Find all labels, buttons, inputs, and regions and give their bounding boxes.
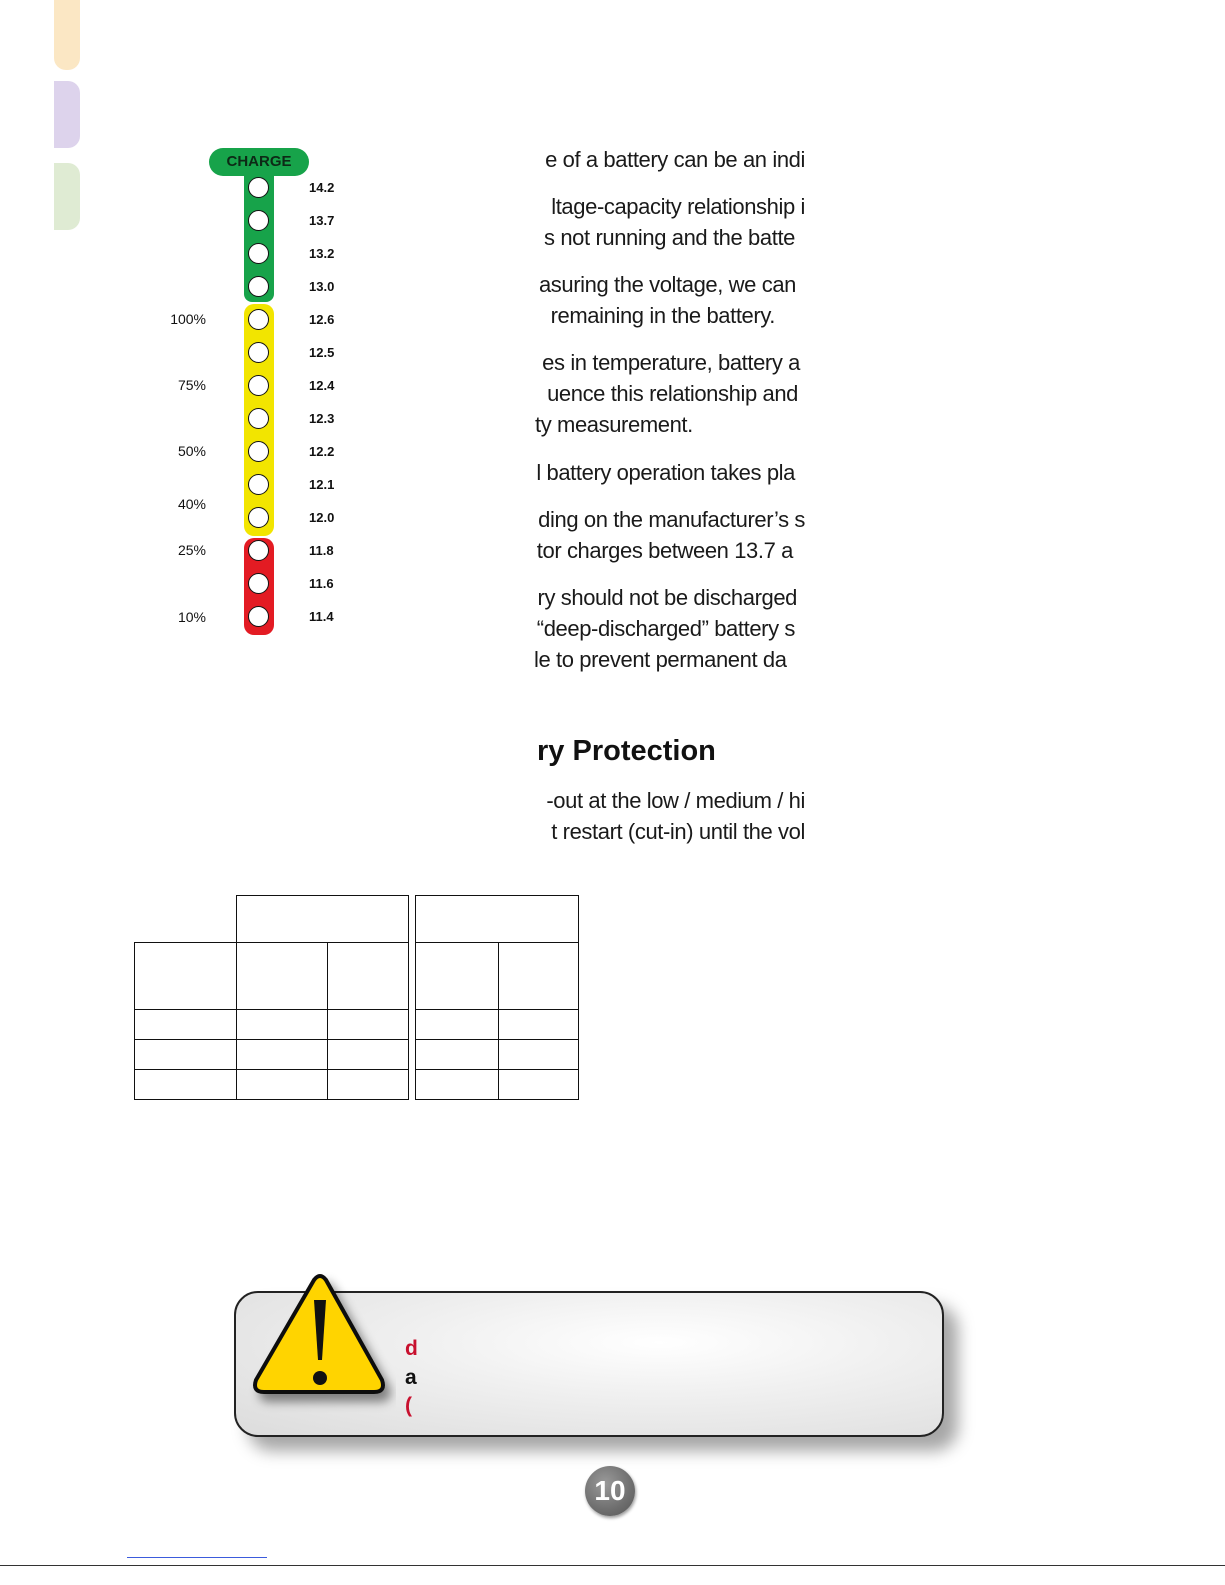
gauge-dot xyxy=(248,243,269,264)
footer-link-underline xyxy=(127,1557,267,1558)
text-line: asuring the voltage, we can xyxy=(538,272,796,297)
paragraph xyxy=(470,582,805,675)
gauge-dot xyxy=(248,507,269,528)
warning-text-line: ( xyxy=(405,1394,412,1417)
text-line: tor charges between 13.7 a xyxy=(536,538,793,563)
charge-label: CHARGE xyxy=(209,148,309,176)
voltage-label: 12.2 xyxy=(309,444,335,459)
table-cell xyxy=(499,1040,579,1070)
section-paragraph xyxy=(470,785,805,847)
table-cell xyxy=(499,1070,579,1100)
voltage-label: 12.0 xyxy=(309,510,335,525)
voltage-label: 12.1 xyxy=(309,477,335,492)
text-line: s not running and the batte xyxy=(544,225,795,250)
text-line: e of a battery can be an indi xyxy=(545,147,805,172)
voltage-label: 14.2 xyxy=(309,180,335,195)
text-line: ding on the manufacturer’s s xyxy=(538,507,805,532)
voltage-label: 11.6 xyxy=(309,576,334,591)
table-cell xyxy=(135,1040,237,1070)
table-cell xyxy=(416,1040,499,1070)
footer-rule xyxy=(0,1565,1225,1566)
table-cell xyxy=(236,1070,327,1100)
text-line: l battery operation takes pla xyxy=(536,460,795,485)
text-line: remaining in the battery. xyxy=(550,303,775,328)
table-cell xyxy=(327,1010,409,1040)
table-header-cell xyxy=(135,943,237,1010)
text-line: ltage-capacity relationship i xyxy=(551,194,805,219)
gauge-dot xyxy=(248,309,269,330)
gauge-dot xyxy=(248,276,269,297)
gauge-dot xyxy=(248,375,269,396)
table-cell xyxy=(135,1010,237,1040)
table-cell xyxy=(416,1010,499,1040)
warning-text-line: d xyxy=(405,1337,418,1360)
text-line: uence this relationship and xyxy=(547,381,798,406)
table-cell xyxy=(499,1010,579,1040)
paragraph xyxy=(470,191,805,253)
table-cell xyxy=(327,1070,409,1100)
percent-label: 50% xyxy=(177,443,206,459)
percent-label: 100% xyxy=(170,311,206,327)
table-header-cell xyxy=(416,943,499,1010)
paragraph xyxy=(470,347,805,440)
cutoff-table-left xyxy=(134,895,409,1100)
cutoff-table-right xyxy=(415,895,579,1100)
table-cell xyxy=(135,1070,237,1100)
table-cell xyxy=(236,1010,327,1040)
table-cell xyxy=(416,1070,499,1100)
voltage-label: 13.2 xyxy=(309,246,335,261)
voltage-label: 11.4 xyxy=(309,609,334,624)
warning-text-line: a xyxy=(405,1366,417,1389)
gauge-dot xyxy=(248,441,269,462)
table-cell xyxy=(135,896,237,943)
gauge-dot xyxy=(248,573,269,594)
text-line: -out at the low / medium / hi xyxy=(546,788,805,813)
section-tab-purple xyxy=(54,81,80,148)
voltage-label: 11.8 xyxy=(309,543,334,558)
voltage-label: 13.7 xyxy=(309,213,335,228)
table-cell xyxy=(236,1040,327,1070)
table-header-cell xyxy=(499,943,579,1010)
percent-label: 10% xyxy=(177,609,206,625)
section-heading: ry Protection xyxy=(537,735,716,767)
text-line: es in temperature, battery a xyxy=(542,350,800,375)
gauge-dot xyxy=(248,474,269,495)
page-number: 10 xyxy=(585,1466,635,1516)
table-header-cell xyxy=(236,943,327,1010)
text-line: ty measurement. xyxy=(535,412,693,437)
voltage-label: 13.0 xyxy=(309,279,335,294)
percent-label: 40% xyxy=(177,496,206,512)
table-cell xyxy=(327,1040,409,1070)
gauge-dot xyxy=(248,210,269,231)
voltage-label: 12.6 xyxy=(309,312,335,327)
text-line: “deep-discharged” battery s xyxy=(536,616,795,641)
table-header-cell xyxy=(236,896,409,943)
gauge-dot xyxy=(248,342,269,363)
warning-icon xyxy=(246,1272,396,1422)
paragraph xyxy=(470,457,805,488)
paragraph xyxy=(470,144,805,175)
voltage-label: 12.3 xyxy=(309,411,335,426)
section-tab-green xyxy=(54,163,80,230)
voltage-label: 12.5 xyxy=(309,345,335,360)
table-header-cell xyxy=(416,896,579,943)
voltage-label: 12.4 xyxy=(309,378,335,393)
table-header-cell xyxy=(327,943,409,1010)
gauge-dot xyxy=(248,408,269,429)
gauge-dot xyxy=(248,606,269,627)
gauge-dot xyxy=(248,177,269,198)
text-line: t restart (cut-in) until the vol xyxy=(551,819,805,844)
text-line: le to prevent permanent da xyxy=(534,647,787,672)
percent-label: 75% xyxy=(177,377,206,393)
percent-label: 25% xyxy=(177,542,206,558)
paragraph xyxy=(470,269,805,331)
section-tab-orange xyxy=(54,0,80,70)
paragraph xyxy=(470,504,805,566)
gauge-dot xyxy=(248,540,269,561)
text-line: ry should not be discharged xyxy=(537,585,797,610)
